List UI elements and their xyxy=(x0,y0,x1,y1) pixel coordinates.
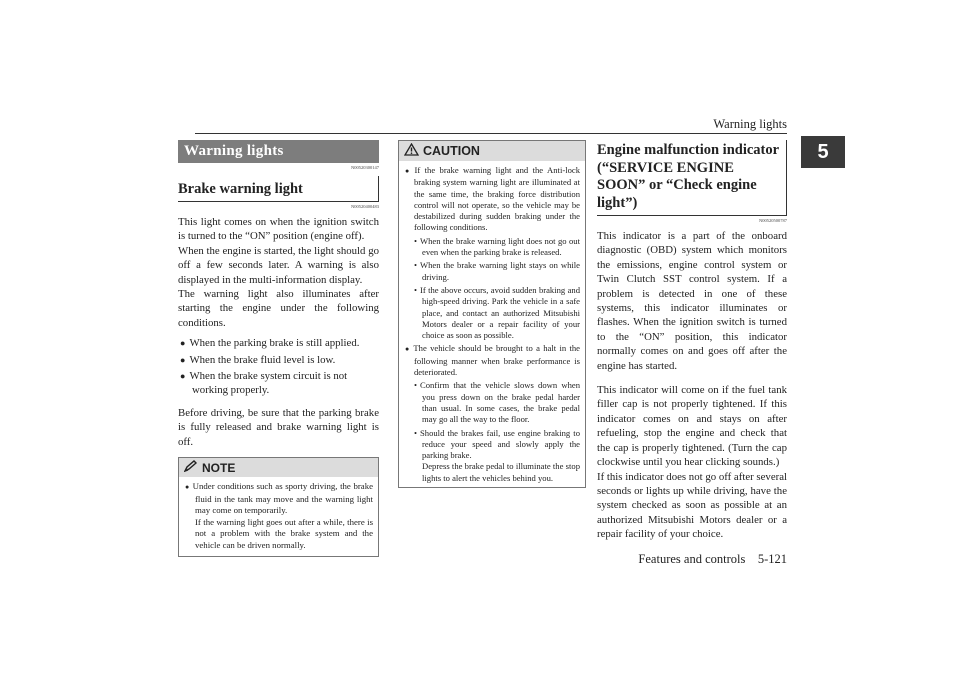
pencil-icon xyxy=(184,460,198,475)
caution-subitem: • Should the brakes fail, use engine braking to reduce your speed and slowly apply the parking brake. xyxy=(405,428,580,462)
chapter-tab: 5 xyxy=(801,136,845,168)
paragraph: This indicator is a part of the onboard diagnostic (OBD) system which monitors the emissions, engine control system or Twin Clutch SST control system. If a problem is detected in one of these systems, this indicator illuminates or flashes. When the ignition switch is turned to the “ON” position, this indicator normally comes on and goes off after the engine has started. xyxy=(597,230,787,372)
caution-subitem: • When the brake warning light does not go out even when the parking brake is released. xyxy=(405,236,580,259)
condition-list xyxy=(178,336,379,398)
caution-subitem: • If the above occurs, avoid sudden braking and high-speed driving. Park the vehicle in a safe place, and contact an authorized Mitsubishi Motors dealer or a repair facility of your choice as soon as possible. xyxy=(405,285,580,341)
caution-bullet: ● If the brake warning light and the Anti-lock braking system warning light are illuminated at the same time, the braking force distribution control will not operate, so the vehicle may be destabilized during sudden braking under the following conditions. xyxy=(405,165,580,234)
section-code: N00520300147 xyxy=(351,165,379,170)
caution-title-label: CAUTION xyxy=(423,144,480,158)
warning-triangle-icon xyxy=(404,143,419,159)
section-code: N00520500787 xyxy=(759,218,787,223)
note-bullet: ● Under conditions such as sporty driving, the brake fluid in the tank may move and the warning light may come on temporarily. xyxy=(185,481,373,517)
subsection-heading: Brake warning light xyxy=(178,176,379,202)
caution-box xyxy=(398,140,586,488)
paragraph: If this indicator does not go off after several seconds or lights up while driving, have the system checked as soon as possible at an authorized Mitsubishi Motors dealer or a repair facility of your choice. xyxy=(597,470,787,541)
caution-subitem: • Confirm that the vehicle slows down when you press down on the brake pedal harder than usual. In some cases, the brake pedal may go all the way to the floor. xyxy=(405,380,580,425)
list-item: ● When the brake system circuit is not working properly. xyxy=(178,369,379,398)
note-title-label: NOTE xyxy=(202,460,236,475)
running-head-title: Warning lights xyxy=(713,117,787,131)
subsection-code: N00520400483 xyxy=(351,204,379,209)
caution-bullet: ● The vehicle should be brought to a halt in the following manner when brake performance is deteriorated. xyxy=(405,343,580,378)
list-item: ● When the brake fluid level is low. xyxy=(178,353,379,367)
header-rule xyxy=(195,133,787,134)
note-title xyxy=(179,458,378,477)
list-item: ● When the parking brake is still applied. xyxy=(178,336,379,350)
note-box xyxy=(178,457,379,557)
column-3 xyxy=(597,140,787,542)
caution-continuation: Depress the brake pedal to illuminate the stop lights to alert the vehicles behind you. xyxy=(422,461,580,483)
caution-title xyxy=(399,141,585,161)
caution-body xyxy=(399,161,585,484)
section-banner: Warning lights xyxy=(178,140,379,163)
note-continuation: If the warning light goes out after a while, there is not a problem with the brake system and the vehicle can be driven normally. xyxy=(195,516,373,550)
paragraph: The warning light also illuminates after starting the engine under the following conditions. xyxy=(178,288,379,329)
paragraph: This light comes on when the ignition switch is turned to the “ON” position (engine off). xyxy=(178,216,379,243)
paragraph: When the engine is started, the light should go off a few seconds later. A warning is also displayed in the multi-information display. xyxy=(178,244,379,286)
note-body xyxy=(179,477,378,556)
caution-subitem: • When the brake warning light stays on while driving. xyxy=(405,260,580,283)
paragraph: This indicator will come on if the fuel tank filler cap is not properly tightened. If this indicator comes on and stays on after refueling, stop the engine and check that the cap is properly tightened. (Turn the cap clockwise until you hear clicking sounds.) xyxy=(597,384,787,469)
page-footer: Features and controls 5-121 xyxy=(638,552,787,566)
column-1 xyxy=(178,140,379,557)
paragraph: Before driving, be sure that the parking brake is fully released and brake warning light is off. xyxy=(178,406,379,448)
engine-indicator-heading: Engine malfunction indicator (“SERVICE ENGINE SOON” or “Check engine light”) xyxy=(597,140,787,216)
